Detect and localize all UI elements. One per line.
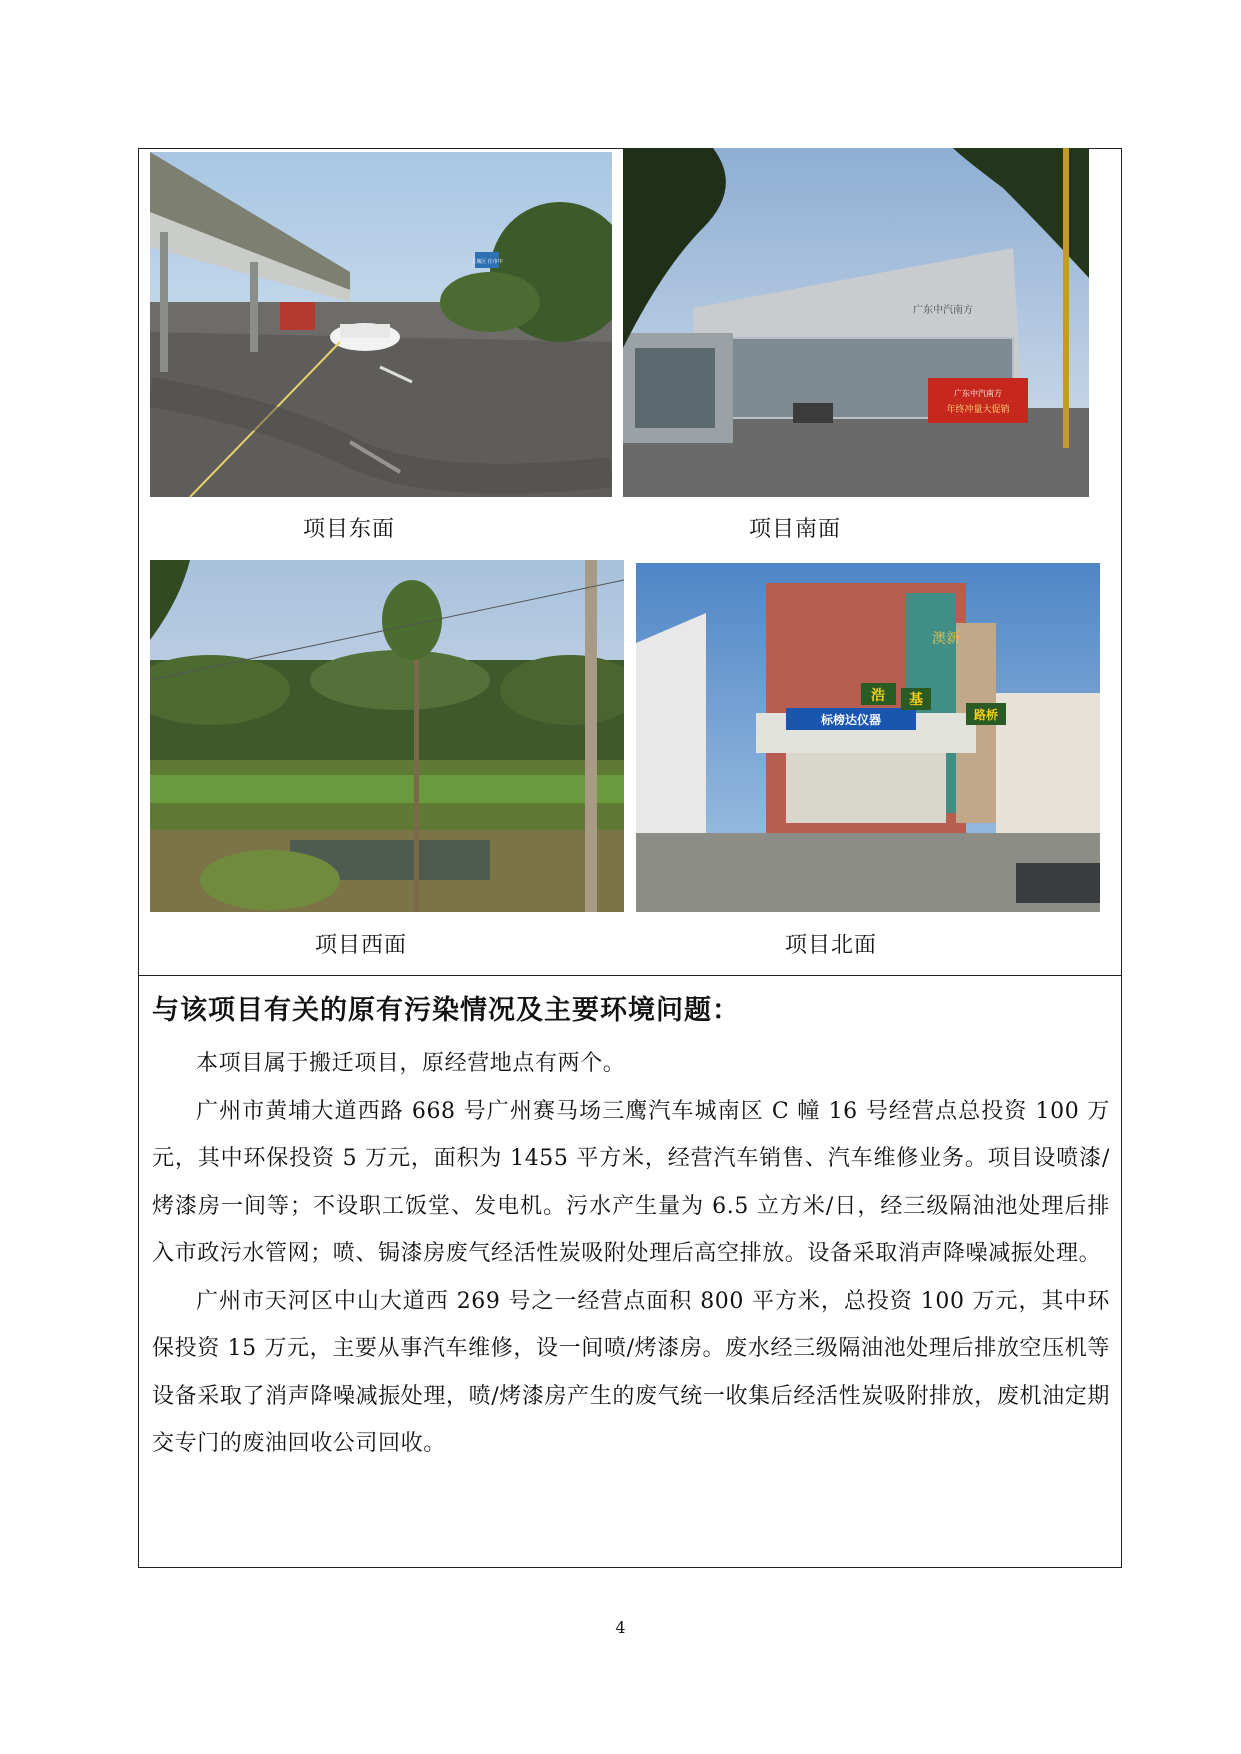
paragraph-3: 广州市天河区中山大道西 269 号之一经营点面积 800 平方米，总投资 100 万元，其中环保投资 15 万元，主要从事汽车维修，设一间喷/烤漆房。废水经三级隔油池处理后排放空压机等设备采取了消声降噪减振处理，喷/烤漆房产生的废气统一收集后经活性炭吸附排放，废机油定期交专门的废油回收公司回收。 xyxy=(152,1288,1110,1456)
photo-east xyxy=(150,152,612,497)
banner-line1: 广东中汽南方 xyxy=(954,389,1002,398)
caption-east: 项目东面 xyxy=(302,517,395,542)
page-number: 4 xyxy=(615,1618,626,1637)
caption-west: 项目西面 xyxy=(314,933,407,958)
sign-right: 路桥 xyxy=(973,708,999,722)
paragraph-2: 广州市黄埔大道西路 668 号广州赛马场三鹰汽车城南区 C 幢 16 号经营点总投资 100 万元，其中环保投资 5 万元，面积为 1455 平方米，经营汽车销售、汽车维修业务。项目设喷漆/烤漆房一间等；不设职工饭堂、发电机。污水产生量为 6.5 立方米/日，经三级隔油池处理后排入市政污水管网；喷、锔漆房废气经活性炭吸附处理后高空排放。设备采取消声降噪减振处理。 xyxy=(152,1098,1110,1266)
section-title: 与该项目有关的原有污染情况及主要环境问题： xyxy=(152,995,740,1026)
store-sign: 广东中汽南方 xyxy=(913,305,973,316)
sign-left: 浩 xyxy=(871,688,885,704)
paragraph-1: 本项目属于搬迁项目，原经营地点有两个。 xyxy=(196,1051,626,1076)
caption-north: 项目北面 xyxy=(784,933,877,958)
sign-blue: 标榜达仪器 xyxy=(820,713,882,727)
section-body xyxy=(152,1040,1110,1468)
photo-west xyxy=(150,560,624,912)
sign-mid: 基 xyxy=(909,692,923,708)
sign-side: 澳新 xyxy=(932,631,960,647)
banner-line2: 年终冲量大促销 xyxy=(946,405,1010,415)
caption-south: 项目南面 xyxy=(748,517,841,542)
section-divider xyxy=(138,975,1122,976)
photo-south xyxy=(623,148,1089,497)
road-sign-text: 主城区 往市中 xyxy=(471,259,503,265)
photo-north xyxy=(636,563,1100,912)
